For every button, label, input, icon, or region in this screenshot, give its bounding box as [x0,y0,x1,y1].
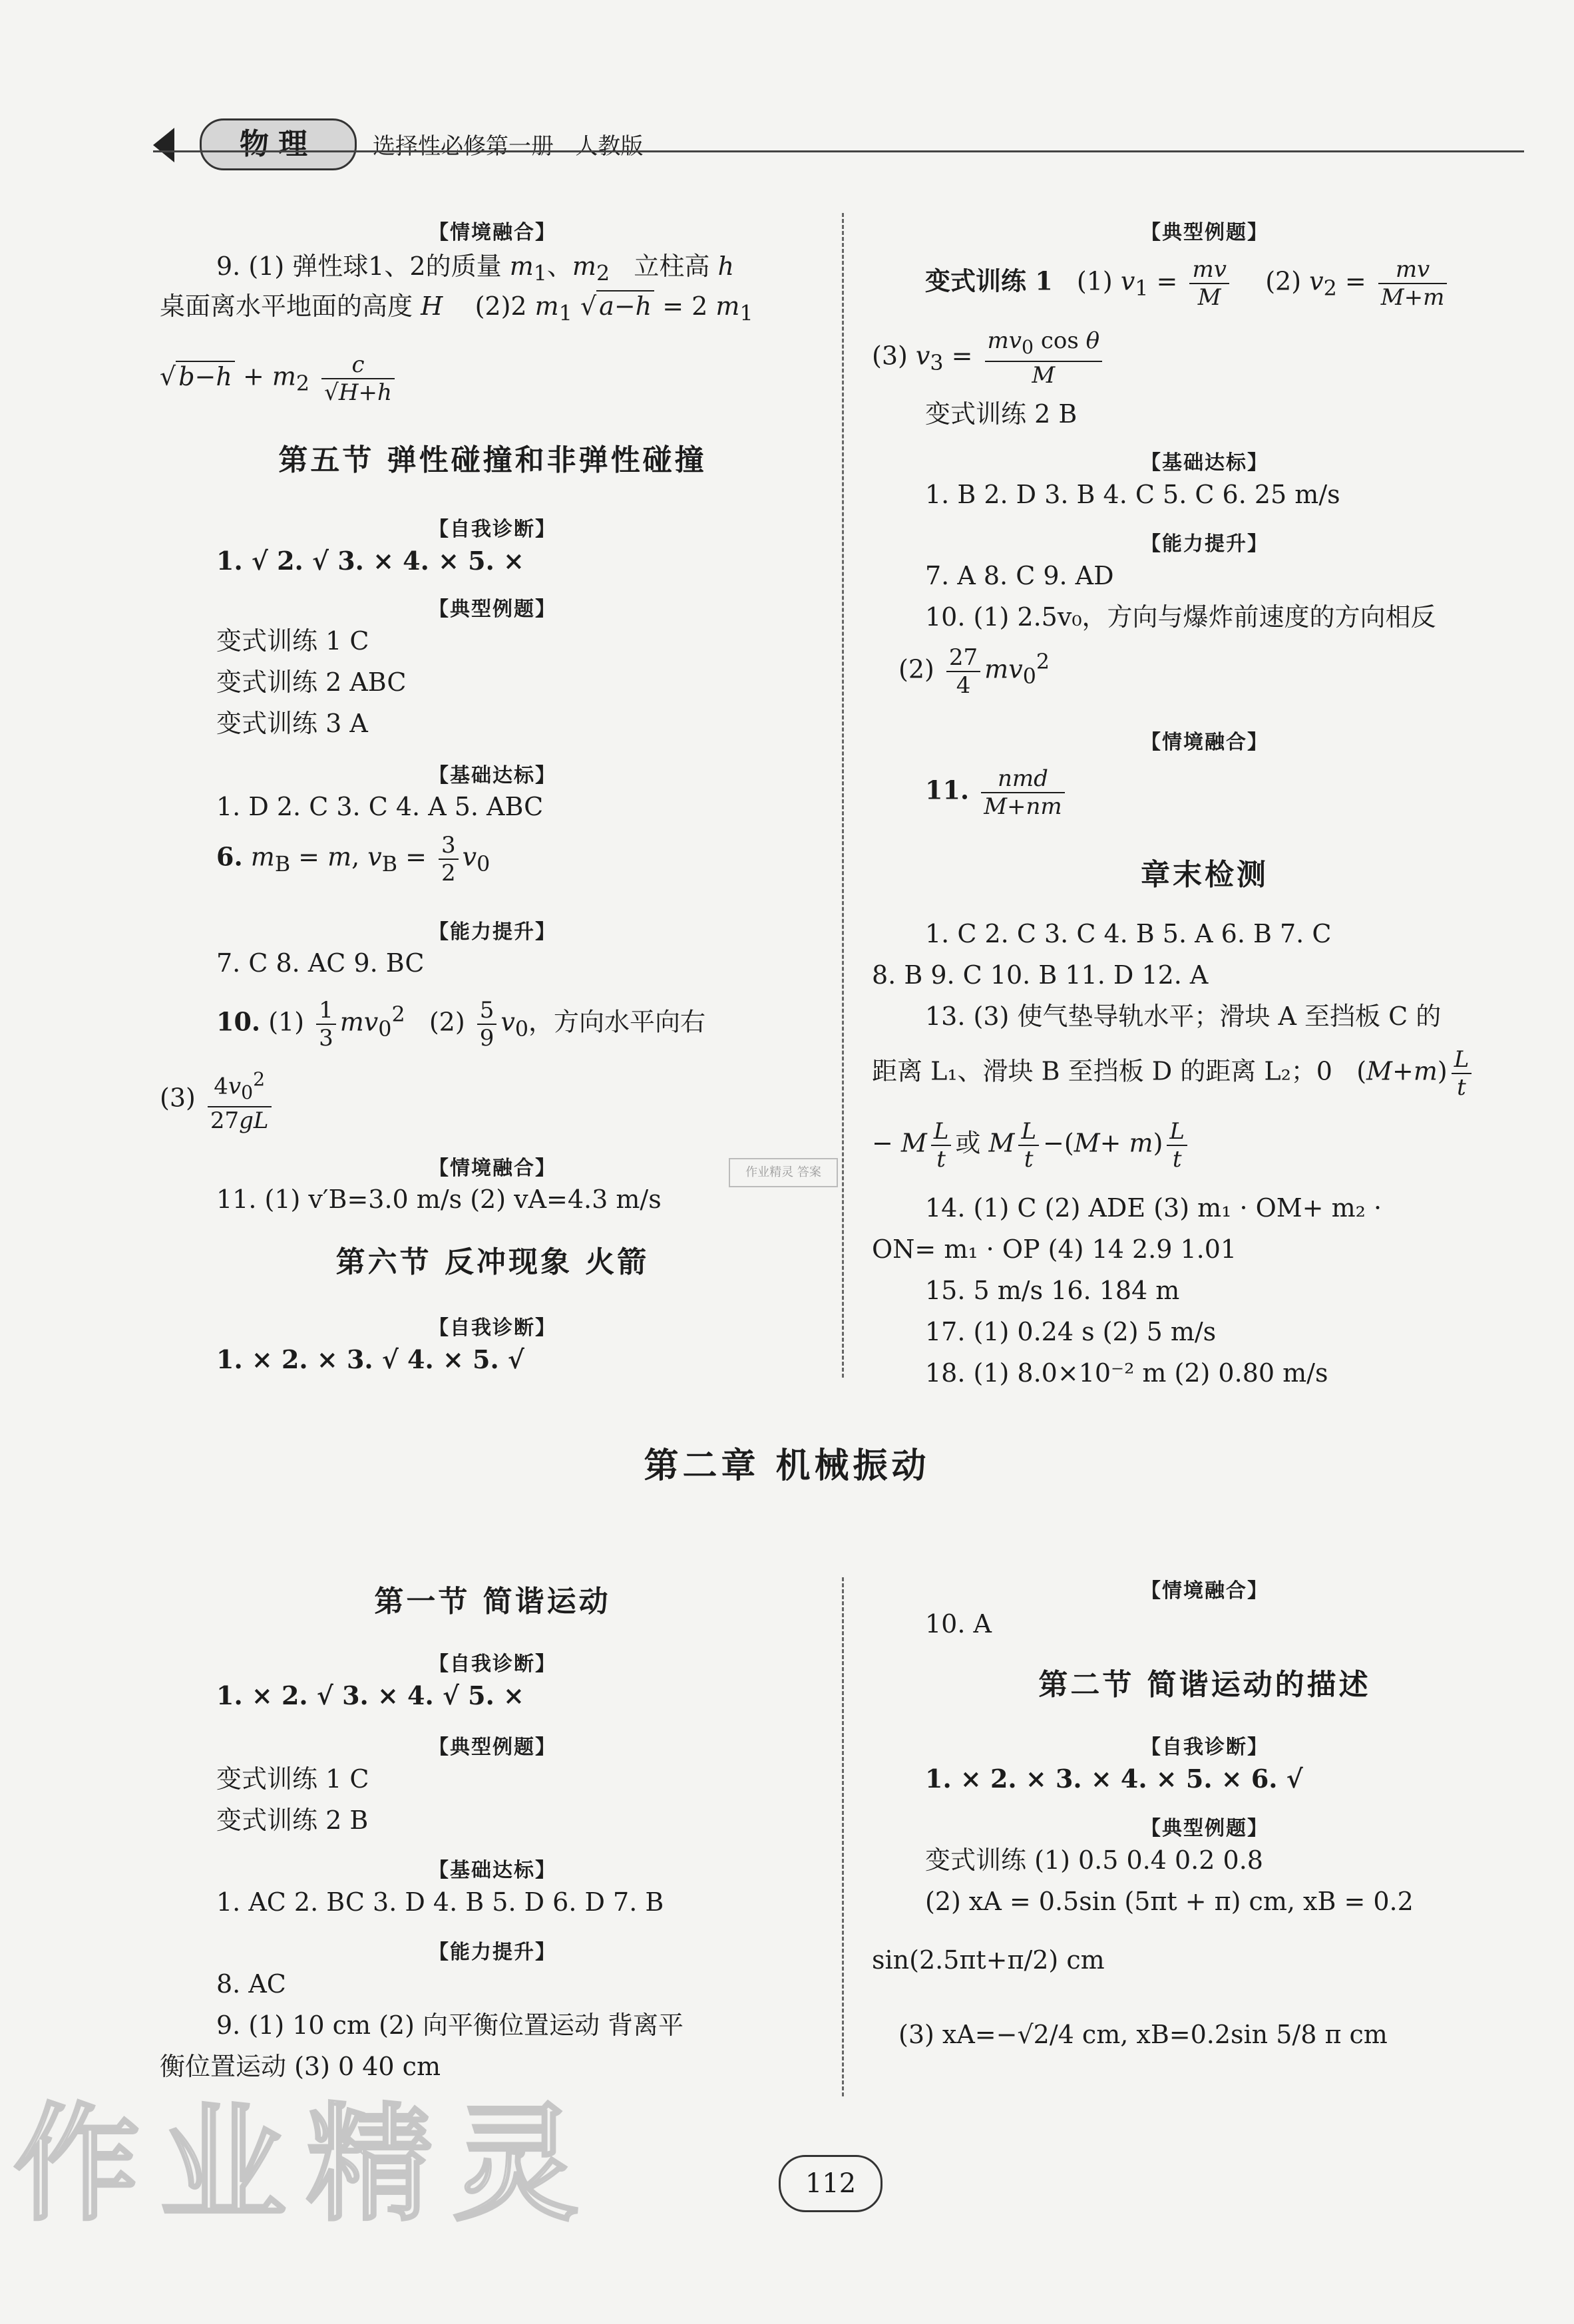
fraction: $\frac{4v_0^2}{27gL}$ [208,1066,272,1134]
answer-line: 18. (1) 8.0×10⁻² m (2) 0.80 m/s [925,1358,1328,1388]
answer-line: (3) xA=−√2/4 cm, xB=0.2sin 5/8 π cm [898,2020,1388,2049]
formula-line: 10. (1) $\frac{1}{3}$ $mv_0^2$ (2) $\frac{5}{9}$ $v_0$，方向水平向右 [216,997,706,1052]
fraction: $\frac{1}{3}$ [316,997,336,1052]
answer-line: 1. B 2. D 3. B 4. C 5. C 6. 25 m/s [925,480,1340,509]
formula-line: (3) $\frac{4v_0^2}{27gL}$ [160,1066,276,1134]
section-title: 第五节 弹性碰撞和非弹性碰撞 [278,443,707,477]
answer-line: 8. AC [216,1969,286,1999]
section-tag: 【典型例题】 [1141,1817,1269,1840]
page-number: 112 [779,2155,883,2212]
upper-right-column [872,206,1537,1391]
answer-line: 1. × 2. × 3. × 4. × 5. × 6. √ [925,1764,1303,1794]
lower-right-column [872,1571,1537,2103]
answer-line: 7. A 8. C 9. AD [925,561,1114,590]
section-tag: 【情境融合】 [429,1157,556,1180]
stamp: 作业精灵 答案 [729,1158,838,1187]
answer-line: 变式训练 1 C [216,626,369,656]
section-tag: 【典型例题】 [429,1736,556,1759]
watermark: 作业精灵 [13,2091,600,2238]
section-tag: 【能力提升】 [429,920,556,944]
formula-line: 6. $m_B = m$, $v_B$ = $\frac{3}{2}$ $v_0$ [216,832,491,886]
arrow-left-icon [153,128,174,162]
lower-left-column [160,1571,825,2103]
section-tag: 【典型例题】 [429,598,556,621]
fraction: $\frac{27}{4}$ [946,644,980,699]
answer-line: 9. (1) 10 cm (2) 向平衡位置运动 背离平 [216,2011,684,2040]
formula-line: − M $\frac{L}{t}$ 或 M $\frac{L}{t}$ −(M+ m) $\frac{L}{t}$ [872,1118,1191,1173]
section-tag: 【能力提升】 [429,1941,556,1964]
answer-line: (2) xA = 0.5sin (5πt + π) cm, xB = 0.2 [925,1887,1414,1916]
fraction: $\frac{mv_0 \cos \theta}{M}$ [985,327,1103,389]
column-divider [842,1577,844,2096]
answer-line: 1. √ 2. √ 3. × 4. × 5. × [216,546,524,576]
answer-line: 变式训练 2 B [216,1806,369,1835]
section-title: 章末检测 [1141,858,1269,892]
section-tag: 【自我诊断】 [429,1316,556,1340]
answer-line: 7. C 8. AC 9. BC [216,948,425,978]
answer-line: 15. 5 m/s 16. 184 m [925,1276,1180,1305]
answer-line: 1. × 2. √ 3. × 4. √ 5. × [216,1680,524,1710]
subject-badge: 物理 [200,118,357,170]
answer-line: 10. A [925,1609,992,1639]
answer-line: 变式训练 (1) 0.5 0.4 0.2 0.8 [925,1845,1263,1875]
section-tag: 【情境融合】 [429,221,556,244]
fraction: $\frac{L}{t}$ [1018,1118,1039,1173]
book-title: 选择性必修第一册 人教版 [373,133,644,160]
answer-line: ON= m₁ · OP (4) 14 2.9 1.01 [872,1235,1237,1264]
formula-line: (3) $v_3$ = $\frac{mv_0 \cos \theta}{M}$ [872,327,1106,389]
header-rule [153,150,1524,152]
upper-left-column [160,206,825,1391]
answer-line: 桌面离水平地面的高度 H (2)2 $m_1$ √ a−h = 2 $m_1$ [160,291,753,326]
answer-line: 1. C 2. C 3. C 4. B 5. A 6. B 7. C [925,919,1332,948]
section-tag: 【自我诊断】 [1141,1736,1269,1759]
answer-line: 9. (1) 弹性球1、2的质量 $m_1$、$m_2$ 立柱高 h [216,252,734,286]
section-tag: 【自我诊断】 [429,1652,556,1676]
answer-line: 变式训练 2 ABC [216,668,407,697]
section-tag: 【基础达标】 [429,764,556,787]
formula-line: 变式训练 1 (1) $v_1$ = $\frac{mv}{M}$ (2) $v_2$ = $\frac{mv}{M+m}$ [925,256,1451,311]
answer-line: 变式训练 3 A [216,709,368,738]
fraction: $\frac{c}{√H+h}$ [321,351,395,406]
answer-line: 8. B 9. C 10. B 11. D 12. A [872,960,1209,990]
formula-line: (2) $\frac{27}{4}$ $mv_0^2$ [898,644,1050,699]
fraction: $\frac{L}{t}$ [1452,1046,1472,1101]
answer-line: 1. × 2. × 3. √ 4. × 5. √ [216,1344,524,1374]
chapter-title: 第二章 机械振动 [644,1446,930,1486]
section-tag: 【自我诊断】 [429,518,556,541]
section-tag: 【典型例题】 [1141,221,1269,244]
answer-line: 11. (1) v′B=3.0 m/s (2) vA=4.3 m/s [216,1185,662,1214]
answer-line: 10. (1) 2.5v₀，方向与爆炸前速度的方向相反 [925,602,1436,632]
section-tag: 【能力提升】 [1141,532,1269,556]
fraction: $\frac{5}{9}$ [477,997,497,1052]
answer-line: 1. D 2. C 3. C 4. A 5. ABC [216,792,544,821]
answer-line: 变式训练 2 B [925,399,1078,429]
formula-line: 距离 L₁、滑块 B 至挡板 D 的距离 L₂；0 (M+m) $\frac{L}{t}$ [872,1046,1476,1101]
fraction: $\frac{mv}{M}$ [1189,256,1229,311]
section-tag: 【情境融合】 [1141,1579,1269,1603]
fraction: $\frac{\text{nmd}}{M+nm}$ [981,765,1064,820]
fraction: $\frac{L}{t}$ [931,1118,952,1173]
answer-line: 13. (3) 使气垫导轨水平；滑块 A 至挡板 C 的 [925,1002,1442,1031]
answer-line: 17. (1) 0.24 s (2) 5 m/s [925,1317,1217,1346]
formula-line: √ $b-h + m_2$ $\frac{c}{√H+h}$ [160,351,399,406]
formula-line: 11. $\frac{\text{nmd}}{M+nm}$ [925,765,1069,820]
section-title: 第六节 反冲现象 火箭 [335,1245,650,1279]
answer-line: sin(2.5πt+π/2) cm [872,1945,1105,1975]
section-tag: 【基础达标】 [1141,451,1269,475]
section-title: 第二节 简谐运动的描述 [1038,1668,1371,1702]
answer-line: 变式训练 1 C [216,1764,369,1794]
page-header [153,113,1524,166]
section-tag: 【基础达标】 [429,1859,556,1882]
answer-line: 1. AC 2. BC 3. D 4. B 5. D 6. D 7. B [216,1887,664,1917]
answer-line: 14. (1) C (2) ADE (3) m₁ · OM+ m₂ · [925,1193,1382,1223]
answer-line: 衡位置运动 (3) 0 40 cm [160,2052,441,2081]
section-tag: 【情境融合】 [1141,731,1269,754]
section-title: 第一节 简谐运动 [374,1585,611,1619]
column-divider [842,213,844,1378]
fraction: $\frac{mv}{M+m}$ [1378,256,1448,311]
fraction: $\frac{3}{2}$ [439,832,459,886]
fraction: $\frac{L}{t}$ [1167,1118,1187,1173]
